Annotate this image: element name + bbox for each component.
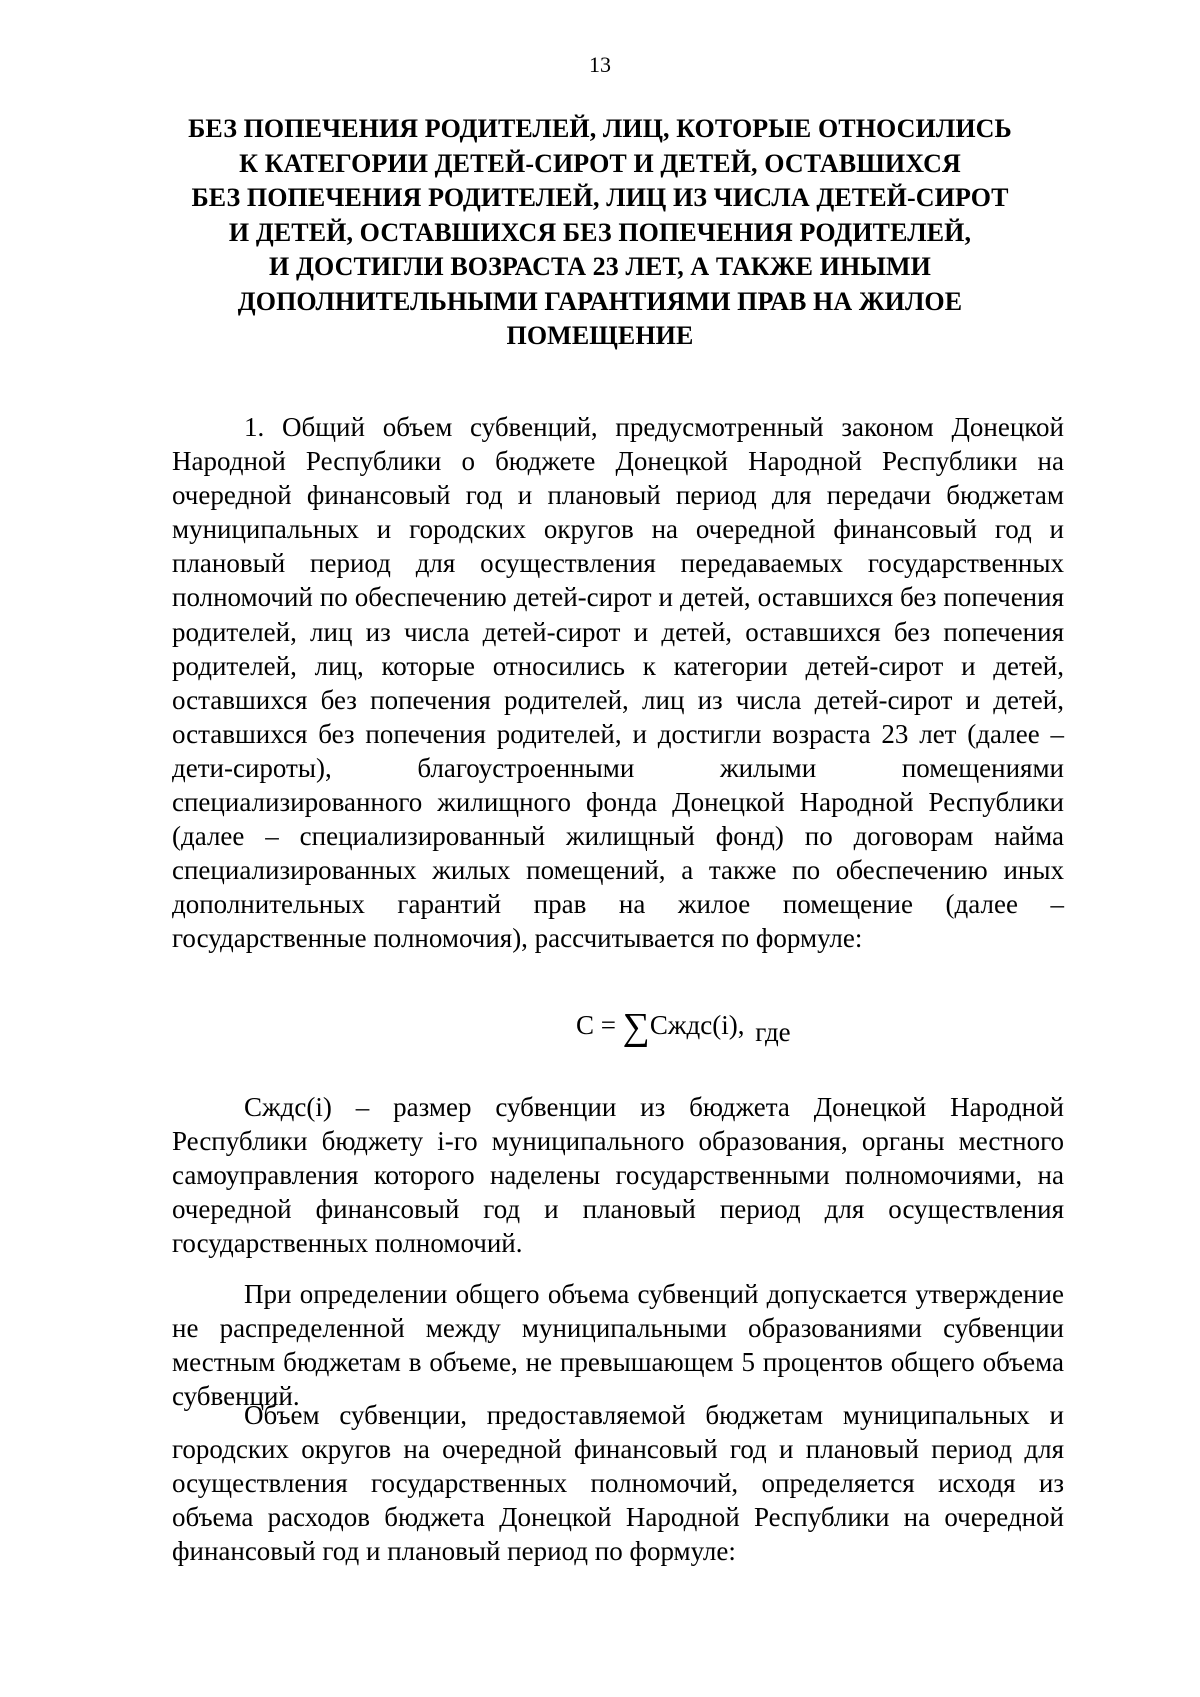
- formula-rhs: Сждс(i),: [649, 1010, 745, 1040]
- heading-line: ДОПОЛНИТЕЛЬНЫМИ ГАРАНТИЯМИ ПРАВ НА ЖИЛОЕ: [237, 286, 963, 316]
- page-number: 13: [589, 52, 611, 77]
- heading-line: БЕЗ ПОПЕЧЕНИЯ РОДИТЕЛЕЙ, ЛИЦ, КОТОРЫЕ ОТНОСИЛИСЬ: [188, 114, 1012, 143]
- formula-total-subvention: [576, 1006, 791, 1048]
- paragraph-undistributed-subvention: При определении общего объема субвенций допускается утверждение не распределенной между муниципальными образованиями субвенции местным бюджетам в объеме, не превышающем 5 процентов общего объема субвенций.: [172, 1279, 1064, 1412]
- summation-symbol: ∑: [622, 1006, 650, 1048]
- paragraph-total-subvention: 1. Общий объем субвенций, предусмотренный законом Донецкой Народной Республики о бюджете Донецкой Народной Республики на очередной финансовый год и плановый период для передачи бюджетам муниципальных и городских округов на очередной финансовый год и плановый период для осуществления передаваемых государственных полномочий по обеспечению детей-сирот и детей, оставшихся без попечения родителей, лиц из числа детей-сирот и детей, оставшихся без попечения родителей, лиц, которые относились к категории детей-сирот и детей, оставшихся без попечения родителей, лиц из числа детей-сирот и детей, оставшихся без попечения родителей, и достигли возраста 23 лет (далее – дети-сироты), благоустроенными жилыми помещениями специализированного жилищного фонда Донецкой Народной Республики (далее – специализированный жилищный фонд) по договорам найма специализированных жилых помещений, а также по обеспечению иных дополнительных гарантий прав на жилое помещение (далее – государственные полномочия), рассчитывается по формуле:: [172, 412, 1064, 954]
- paragraph-subvention-volume: Объем субвенции, предоставляемой бюджетам муниципальных и городских округов на очередной финансовый год и плановый период для осуществления государственных полномочий, определяется исходя из объема расходов бюджета Донецкой Народной Республики на очередной финансовый год и плановый период по формуле:: [172, 1400, 1064, 1567]
- heading-line: И ДЕТЕЙ, ОСТАВШИХСЯ БЕЗ ПОПЕЧЕНИЯ РОДИТЕЛЕЙ,: [228, 217, 972, 247]
- formula-where-word: где: [755, 1017, 791, 1047]
- heading-line: БЕЗ ПОПЕЧЕНИЯ РОДИТЕЛЕЙ, ЛИЦ ИЗ ЧИСЛА ДЕТЕЙ-СИРОТ: [191, 183, 1009, 212]
- section-heading: [172, 112, 1028, 354]
- heading-line: К КАТЕГОРИИ ДЕТЕЙ-СИРОТ И ДЕТЕЙ, ОСТАВШИХСЯ: [239, 148, 961, 178]
- formula-lhs: С =: [576, 1010, 616, 1040]
- heading-line: И ДОСТИГЛИ ВОЗРАСТА 23 ЛЕТ, А ТАКЖЕ ИНЫМИ: [269, 252, 931, 281]
- paragraph-definition-szhds: Сждс(i) – размер субвенции из бюджета Донецкой Народной Республики бюджету i-го муниципального образования, органы местного самоуправления которого наделены государственными полномочиями, на очередной финансовый год и плановый период для осуществления государственных полномочий.: [172, 1092, 1064, 1259]
- heading-line: ПОМЕЩЕНИЕ: [506, 321, 694, 350]
